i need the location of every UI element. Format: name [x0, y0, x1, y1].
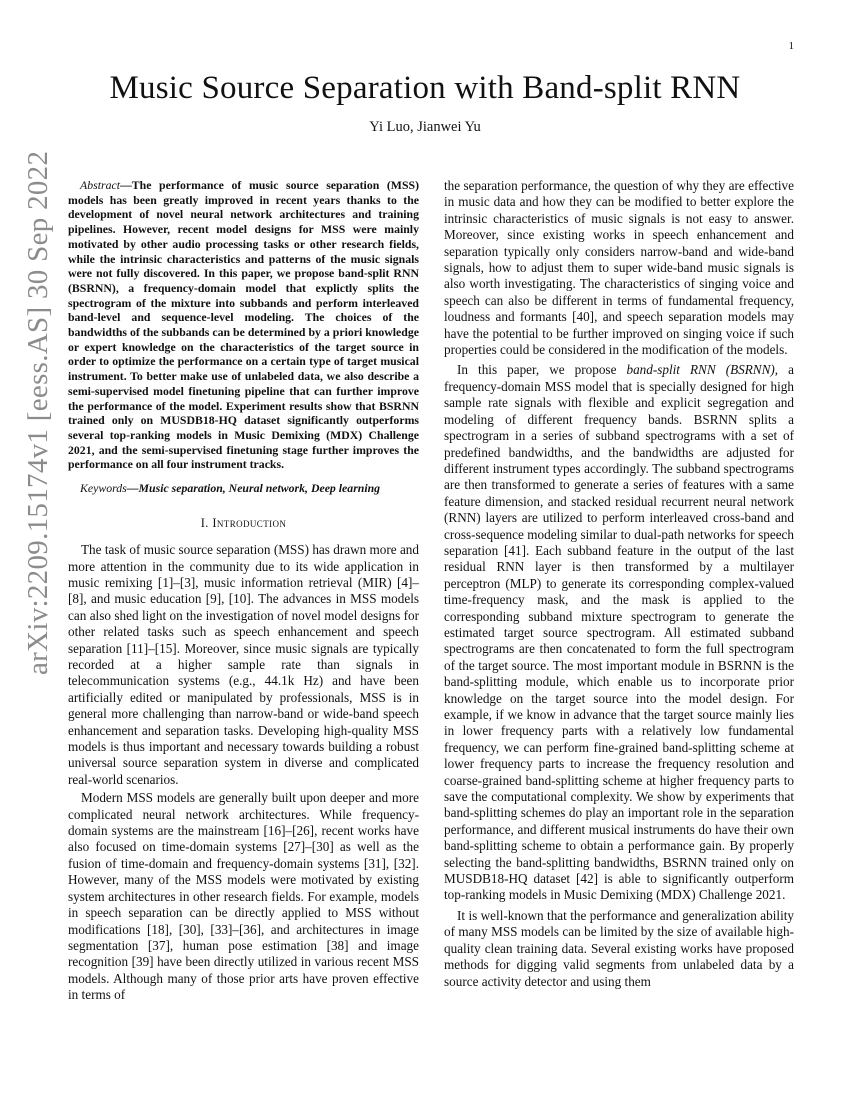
abstract-label: Abstract: [80, 178, 120, 192]
arxiv-identifier: arXiv:2209.15174v1 [eess.AS] 30 Sep 2022: [22, 150, 54, 675]
intro-paragraph-4: It is well-known that the performance and generalization ability of many MSS models can be limited by the size of available high-quality clean training data. Several existing works have proposed methods for digging valid segments from unlabeled data by a source activity detector and using them: [444, 907, 794, 989]
para3-lead: In this paper, we propose: [457, 362, 627, 378]
section-numeral: I.: [200, 515, 213, 530]
abstract-text: The performance of music source separation (MSS) models has been greatly improved in recent years thanks to the development of novel neural network architectures and training pipelines. However, recent model designs for MSS were mainly motivated by other audio processing tasks or other research fields, while the intrinsic characteristics and patterns of the music signals were not fully discovered. In this paper, we propose band-split RNN (BSRNN), a frequency-domain model that explictly splits the spectrogram of the mixture into subbands and perform interleaved band-level and sequence-level modeling. The choices of the bandwidths of the subbands can be determined by a priori knowledge or expert knowledge on the characteristics of the target source in order to optimize the performance on a certain type of target musical instrument. To better make use of unlabeled data, we also describe a semi-supervised model finetuning pipeline that can further improve the performance of the model. Experiment results show that BSRNN trained only on MUSDB18-HQ dataset significantly outperforms several top-ranking models in Music Demixing (MDX) Challenge 2021, and the semi-supervised finetuning stage further improves the performance on all four instrument tracks.: [68, 178, 419, 472]
section-title: Introduction: [212, 515, 287, 530]
paper-title: Music Source Separation with Band-split RNN: [109, 70, 741, 106]
abstract: [68, 178, 419, 472]
right-column: [444, 178, 794, 990]
para3-body: , a frequency-domain MSS model that is specially designed for high sample rate signals with flexible and explicit segregation and modeling of different frequency bands. BSRNN splits a spectrogram in a series of subband spectrograms with a set of predefined bandwidths, and the bandwidths are adjusted for different instrument types accordingly. The subband spectrograms are then transformed to generate a series of features with a same feature dimension, and stacked residual recurrent neural network (RNN) layers are utilized to perform interleaved cross-band and cross-sequence modeling similar to dual-path networks for speech separation [41]. Each subband feature in the output of the last residual RNN layer is then transformed by a multilayer perceptron (MLP) to generate its corresponding complex-valued time-frequency mask, and the mask is applied to the corresponding subband mixture spectrogram to generate the estimated target source spectrogram. All estimated subband spectrograms are then concatenated to form the full spectrogram of the target source. The most important module in BSRNN is the band-splitting module, which enable us to incorporate prior knowledge on the target source into the model design. For example, if we know in advance that the target source mainly lies in lower frequency parts with a relatively low fundamental frequency, we can perform fine-grained band-splitting scheme at lower frequency parts to increase the frequency resolution and coarse-grained band-splitting scheme at higher frequency parts to save the computational complexity. We show by experiments that band-splitting schemes do play an important role in the separation performance, and different musical instruments do have their own band-splitting scheme to obtain a performance gain. By properly selecting the band-splitting bandwidths, BSRNN trained only on MUSDB18-HQ dataset [42] is able to significantly outperform top-ranking models in Music Demixing (MDX) Challenge 2021.: [444, 362, 794, 903]
keywords: [68, 481, 419, 496]
keywords-label: Keywords: [80, 481, 127, 496]
abstract-dash: —: [119, 178, 132, 192]
intro-paragraph-1: The task of music source separation (MSS) has drawn more and more attention in the community due to its wide application in music remixing [1]–[3], music information retrieval (MIR) [4]–[8], and music education [9], [10]. The advances in MSS models can also shed light on the investigation of novel model designs for other related tasks such as speech enhancement and speech separation [11]–[15]. Moreover, since music signals are typically recorded at a higher sample rate than signals in telecommunication systems (e.g., 44.1k Hz) and have been artificially edited or manipulated by professionals, MSS is in general more challenging than narrow-band or wide-band speech enhancement and separation tasks. Developing high-quality MSS models is thus important and necessary towards building a robust universal source separation system in diverse and complicated real-world scenarios.: [68, 542, 419, 787]
intro-paragraph-3: [444, 362, 794, 903]
intro-paragraph-2: Modern MSS models are generally built upon deeper and more complicated neural network architectures. While frequency-domain systems are the mainstream [16]–[26], recent works have also focused on time-domain systems [27]–[30] as well as the fusion of time-domain and frequency-domain systems [31], [32]. However, many of the MSS models were motivated by existing system architectures in other research fields. For example, models in speech separation can be directly applied to MSS without modifications [18], [30], [33]–[36], and architectures in image segmentation [37], human pose estimation [38] and image recognition [39] have been directly utilized in various recent MSS models. Although many of those prior arts have proven effective in terms of: [68, 790, 419, 1003]
intro-paragraph-2-continued: the separation performance, the question of why they are effective in music data and how they can be modified to better explore the intrinsic characteristics of music signals is not easy to answer. Moreover, since existing works in speech enhancement and separation typically only considers narrow-band and wide-band signals, how to adjust them to super wide-band music signals is also worth investigating. The characteristics of singing voice and speech can also be different in terms of fundamental frequency, loudness and formants [40], and speech separation models may have the potential to be further improved on singing voice if such properties could be considered in the modification of the models.: [444, 178, 794, 358]
section-heading-introduction: [68, 515, 419, 531]
keywords-text: Music separation, Neural network, Deep learning: [138, 481, 381, 496]
keywords-dash: —: [126, 481, 139, 496]
page-number: 1: [788, 40, 794, 52]
authors: Yi Luo, Jianwei Yu: [369, 119, 481, 135]
left-column: [68, 178, 419, 1004]
model-name: band-split RNN (BSRNN): [626, 362, 775, 378]
